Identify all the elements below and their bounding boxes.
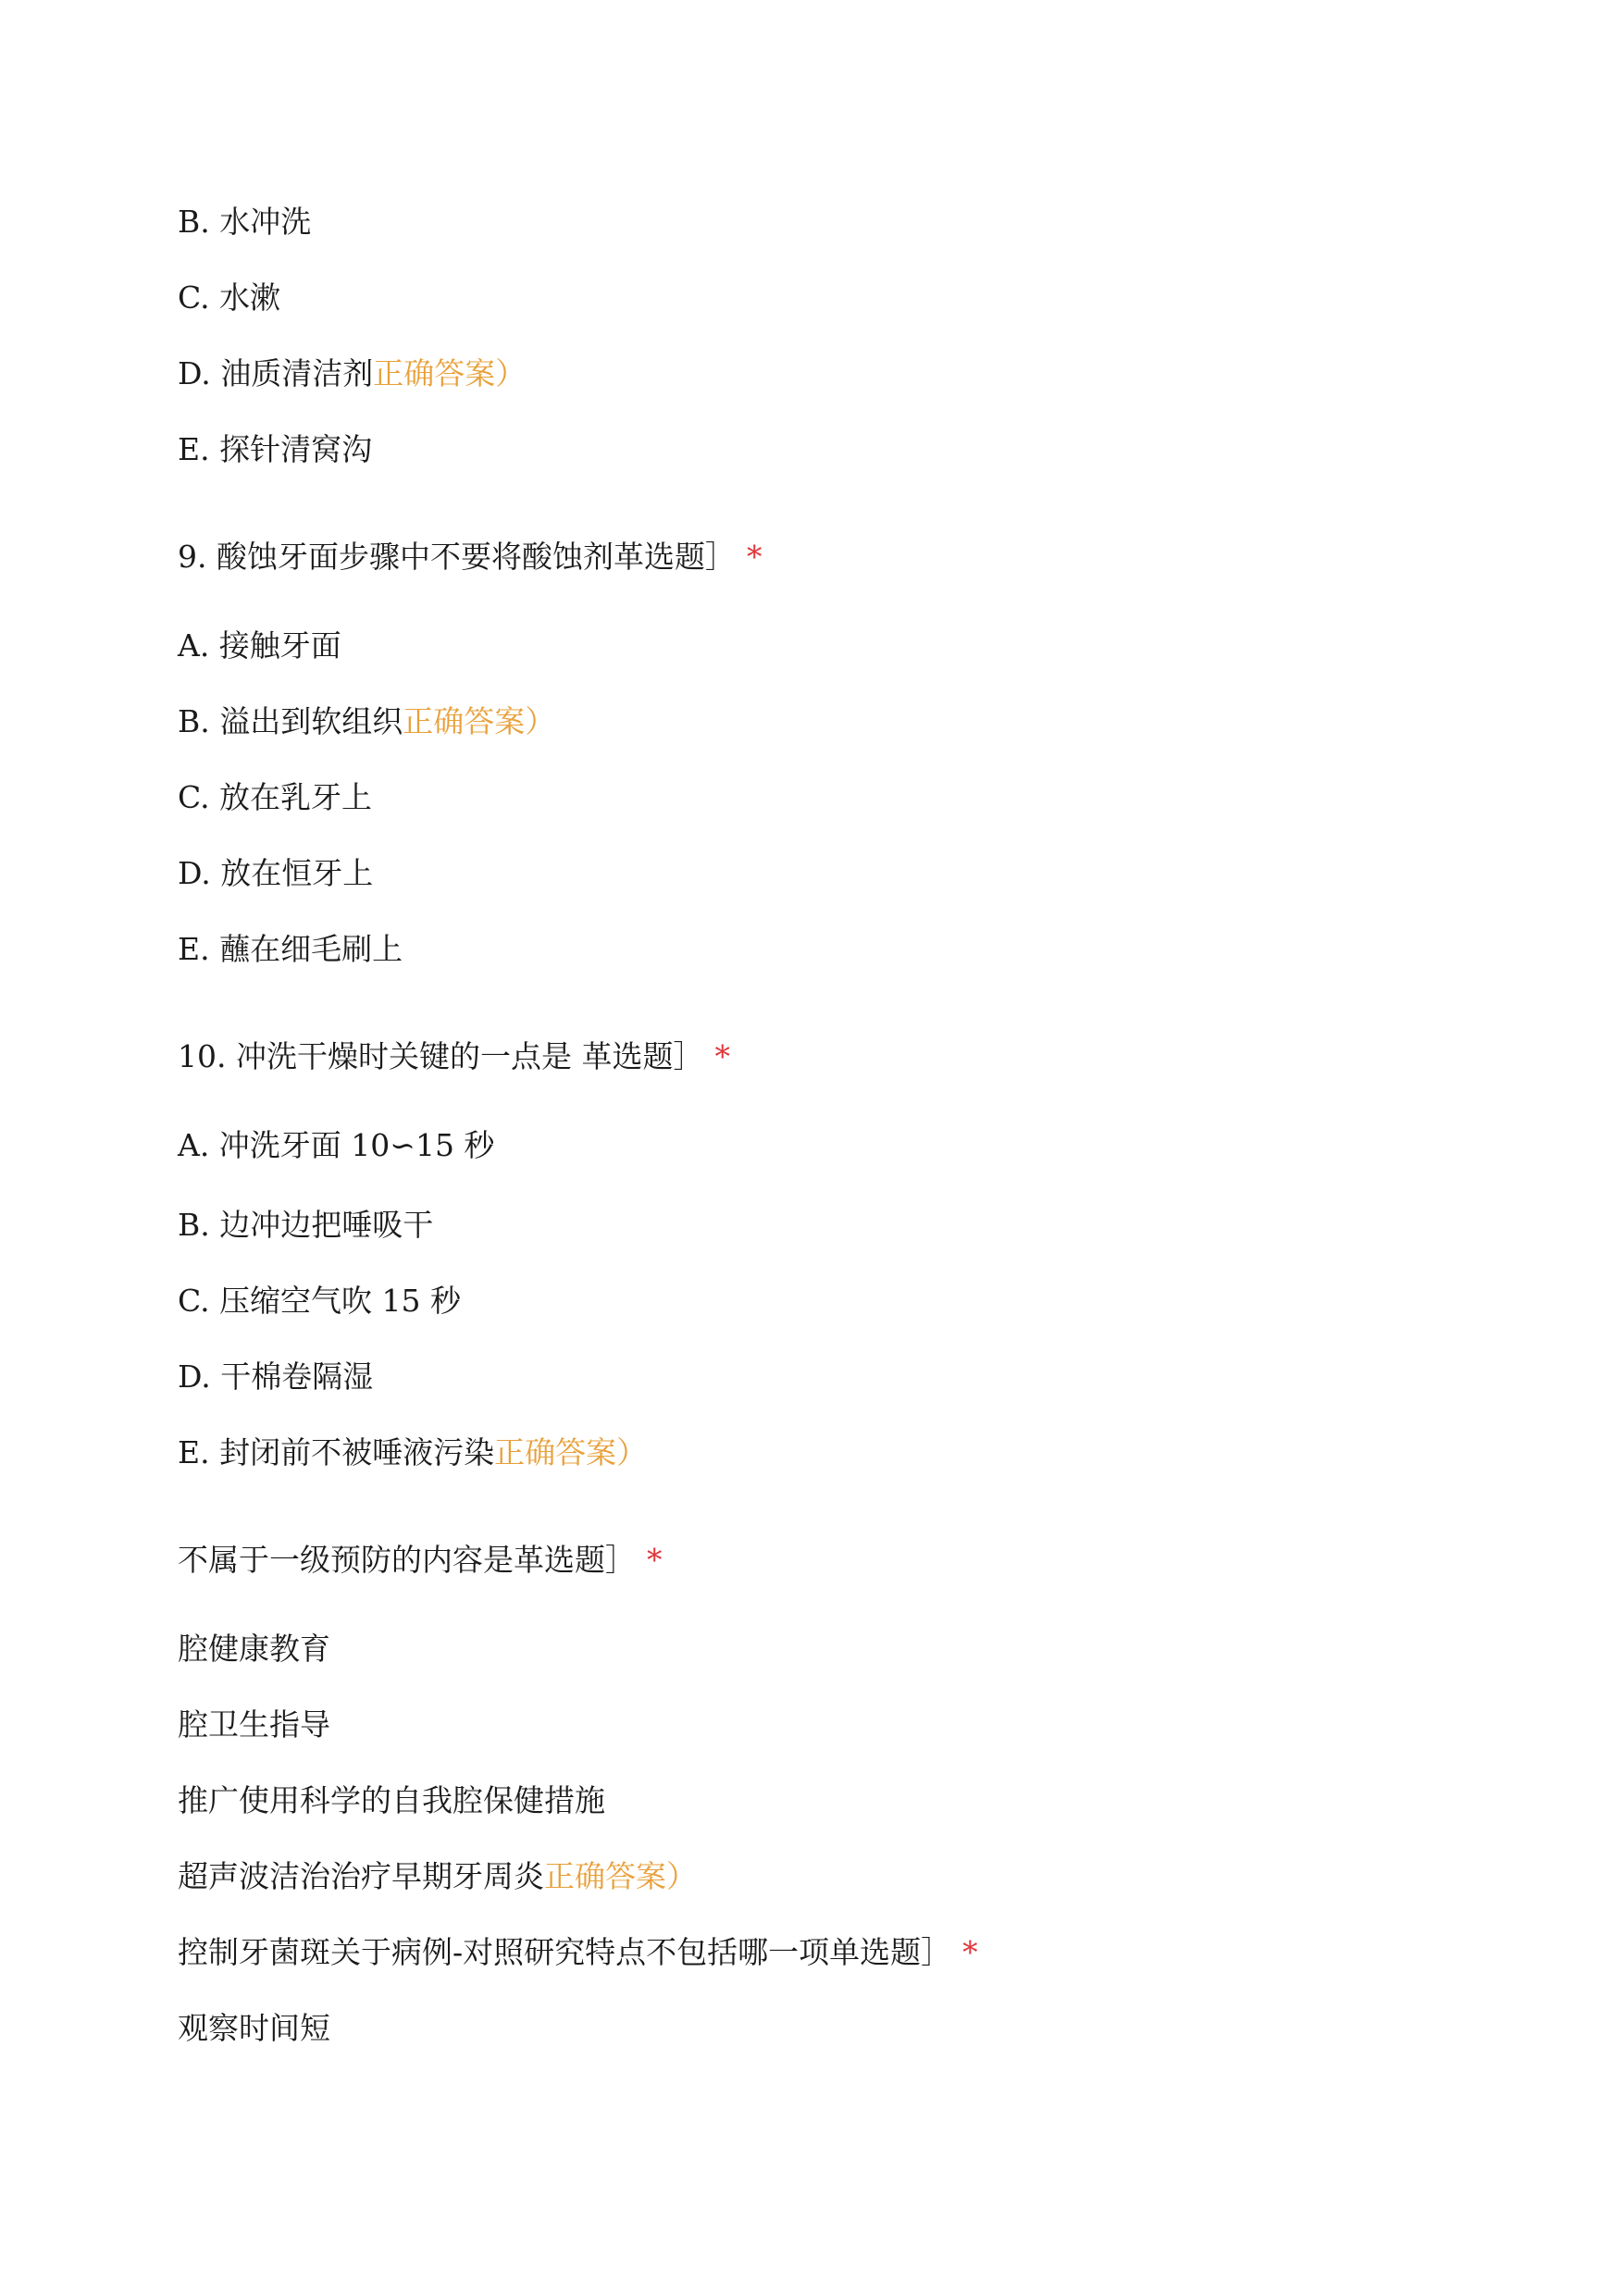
question-primary-prevention [178, 1540, 663, 1581]
option-ultrasonic-scaling [178, 1856, 697, 1897]
option-short-observation [178, 2008, 330, 2049]
question-10 [178, 1036, 730, 1077]
option-d-oil-cleaner [178, 354, 526, 394]
correct-answer-label: 正确答案） [373, 355, 527, 391]
option-hygiene-guidance [178, 1705, 330, 1745]
option-e-probe-clean [178, 429, 372, 470]
option-d-cotton-roll [178, 1357, 373, 1397]
option-a-contact-tooth [178, 626, 341, 666]
option-text: E. 蘸在细毛刷上 [178, 931, 403, 967]
option-c-compressed-air [178, 1281, 461, 1321]
required-marker: * [714, 1038, 730, 1074]
option-text: D. 油质清洁剂 [178, 355, 374, 391]
option-text: B. 溢出到软组织 [178, 703, 403, 739]
option-d-permanent-teeth [178, 853, 373, 894]
option-b-water-rinse [178, 202, 311, 242]
option-text: 推广使用科学的自我腔保健措施 [178, 1782, 605, 1818]
option-text: B. 边冲边把唾吸干 [178, 1207, 434, 1243]
option-text: C. 水漱 [178, 279, 281, 316]
question-case-control [178, 1932, 978, 1973]
option-e-no-saliva [178, 1433, 647, 1473]
required-marker: * [746, 539, 762, 575]
question-9 [178, 537, 762, 577]
option-text: 腔健康教育 [178, 1631, 330, 1667]
option-text: 观察时间短 [178, 2010, 330, 2046]
option-text: 腔卫生指导 [178, 1706, 330, 1743]
option-b-overflow-soft-tissue [178, 701, 555, 742]
question-text: 不属于一级预防的内容是革选题］ [178, 1542, 636, 1578]
option-text: 超声波洁治治疗早期牙周炎 [178, 1858, 544, 1894]
question-text: 控制牙菌斑关于病例-对照研究特点不包括哪一项单选题］ [178, 1934, 952, 1970]
correct-answer-label: 正确答案） [494, 1434, 648, 1470]
option-c-primary-teeth [178, 777, 372, 818]
option-text: D. 干棉卷隔湿 [178, 1358, 374, 1395]
option-text: C. 放在乳牙上 [178, 779, 373, 815]
option-a-rinse-seconds [178, 1125, 494, 1166]
option-e-brush [178, 929, 403, 970]
option-text: C. 压缩空气吹 15 秒 [178, 1283, 462, 1319]
option-b-rinse-suction [178, 1205, 433, 1246]
option-health-education [178, 1629, 330, 1669]
option-self-care-measures [178, 1780, 605, 1821]
option-text: A. 接触牙面 [178, 627, 341, 664]
option-text: E. 探针清窝沟 [178, 431, 373, 467]
required-marker: * [647, 1542, 663, 1578]
required-marker: * [962, 1934, 978, 1970]
option-text: D. 放在恒牙上 [178, 855, 374, 891]
correct-answer-label: 正确答案） [544, 1858, 697, 1894]
option-c-water-gargle [178, 278, 280, 318]
option-text: B. 水冲洗 [178, 204, 312, 240]
question-text: 10. 冲洗干燥时关键的一点是 革选题］ [178, 1038, 704, 1074]
option-text: A. 冲洗牙面 10∽15 秒 [178, 1127, 495, 1163]
correct-answer-label: 正确答案） [403, 703, 556, 739]
option-text: E. 封闭前不被唾液污染 [178, 1434, 495, 1470]
question-text: 9. 酸蚀牙面步骤中不要将酸蚀剂革选题］ [178, 539, 736, 575]
